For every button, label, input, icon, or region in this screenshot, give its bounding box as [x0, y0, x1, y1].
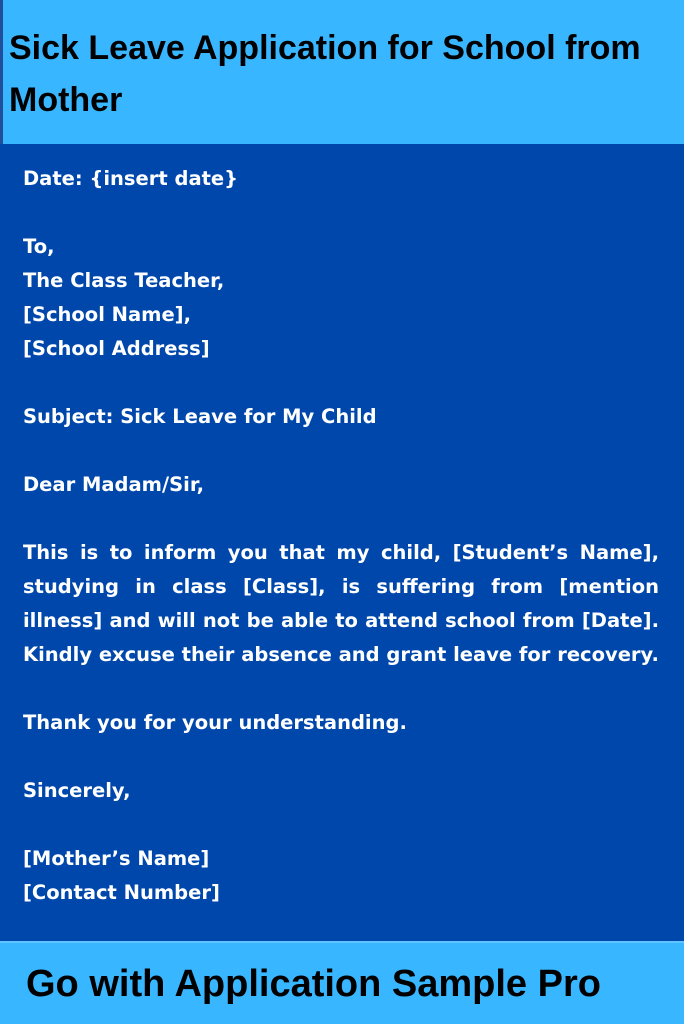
letter-recipient: The Class Teacher, — [23, 269, 225, 292]
letter-panel — [0, 144, 684, 941]
page-title: Sick Leave Application for School from Mother — [9, 29, 641, 119]
letter-thanks: Thank you for your understanding. — [23, 711, 407, 734]
letter-date: Date: {insert date} — [23, 167, 239, 190]
spacer — [23, 366, 659, 400]
letter-signature-contact: [Contact Number] — [23, 881, 220, 904]
spacer — [23, 502, 659, 536]
letter-signature-name: [Mother’s Name] — [23, 847, 210, 870]
letter-subject: Subject: Sick Leave for My Child — [23, 405, 377, 428]
spacer — [23, 434, 659, 468]
spacer — [23, 196, 659, 230]
letter-salutation: Dear Madam/Sir, — [23, 473, 204, 496]
letter-school-address: [School Address] — [23, 337, 210, 360]
spacer — [23, 808, 659, 842]
letter-to: To, — [23, 235, 55, 258]
letter-body — [23, 162, 659, 910]
page-footer — [0, 941, 684, 1024]
page-header — [0, 0, 684, 144]
letter-school-name: [School Name], — [23, 303, 192, 326]
footer-brand-text: Go with Application Sample Pro — [26, 963, 601, 1005]
spacer — [23, 672, 659, 706]
letter-body-paragraph: This is to inform you that my child, [Student’s Name], studying in class [Class], is suffering from [mention illness] and will not be able to attend school from [Date]. Kindly excuse their absence and grant leave for recovery. — [23, 541, 659, 666]
spacer — [23, 740, 659, 774]
letter-closing: Sincerely, — [23, 779, 131, 802]
